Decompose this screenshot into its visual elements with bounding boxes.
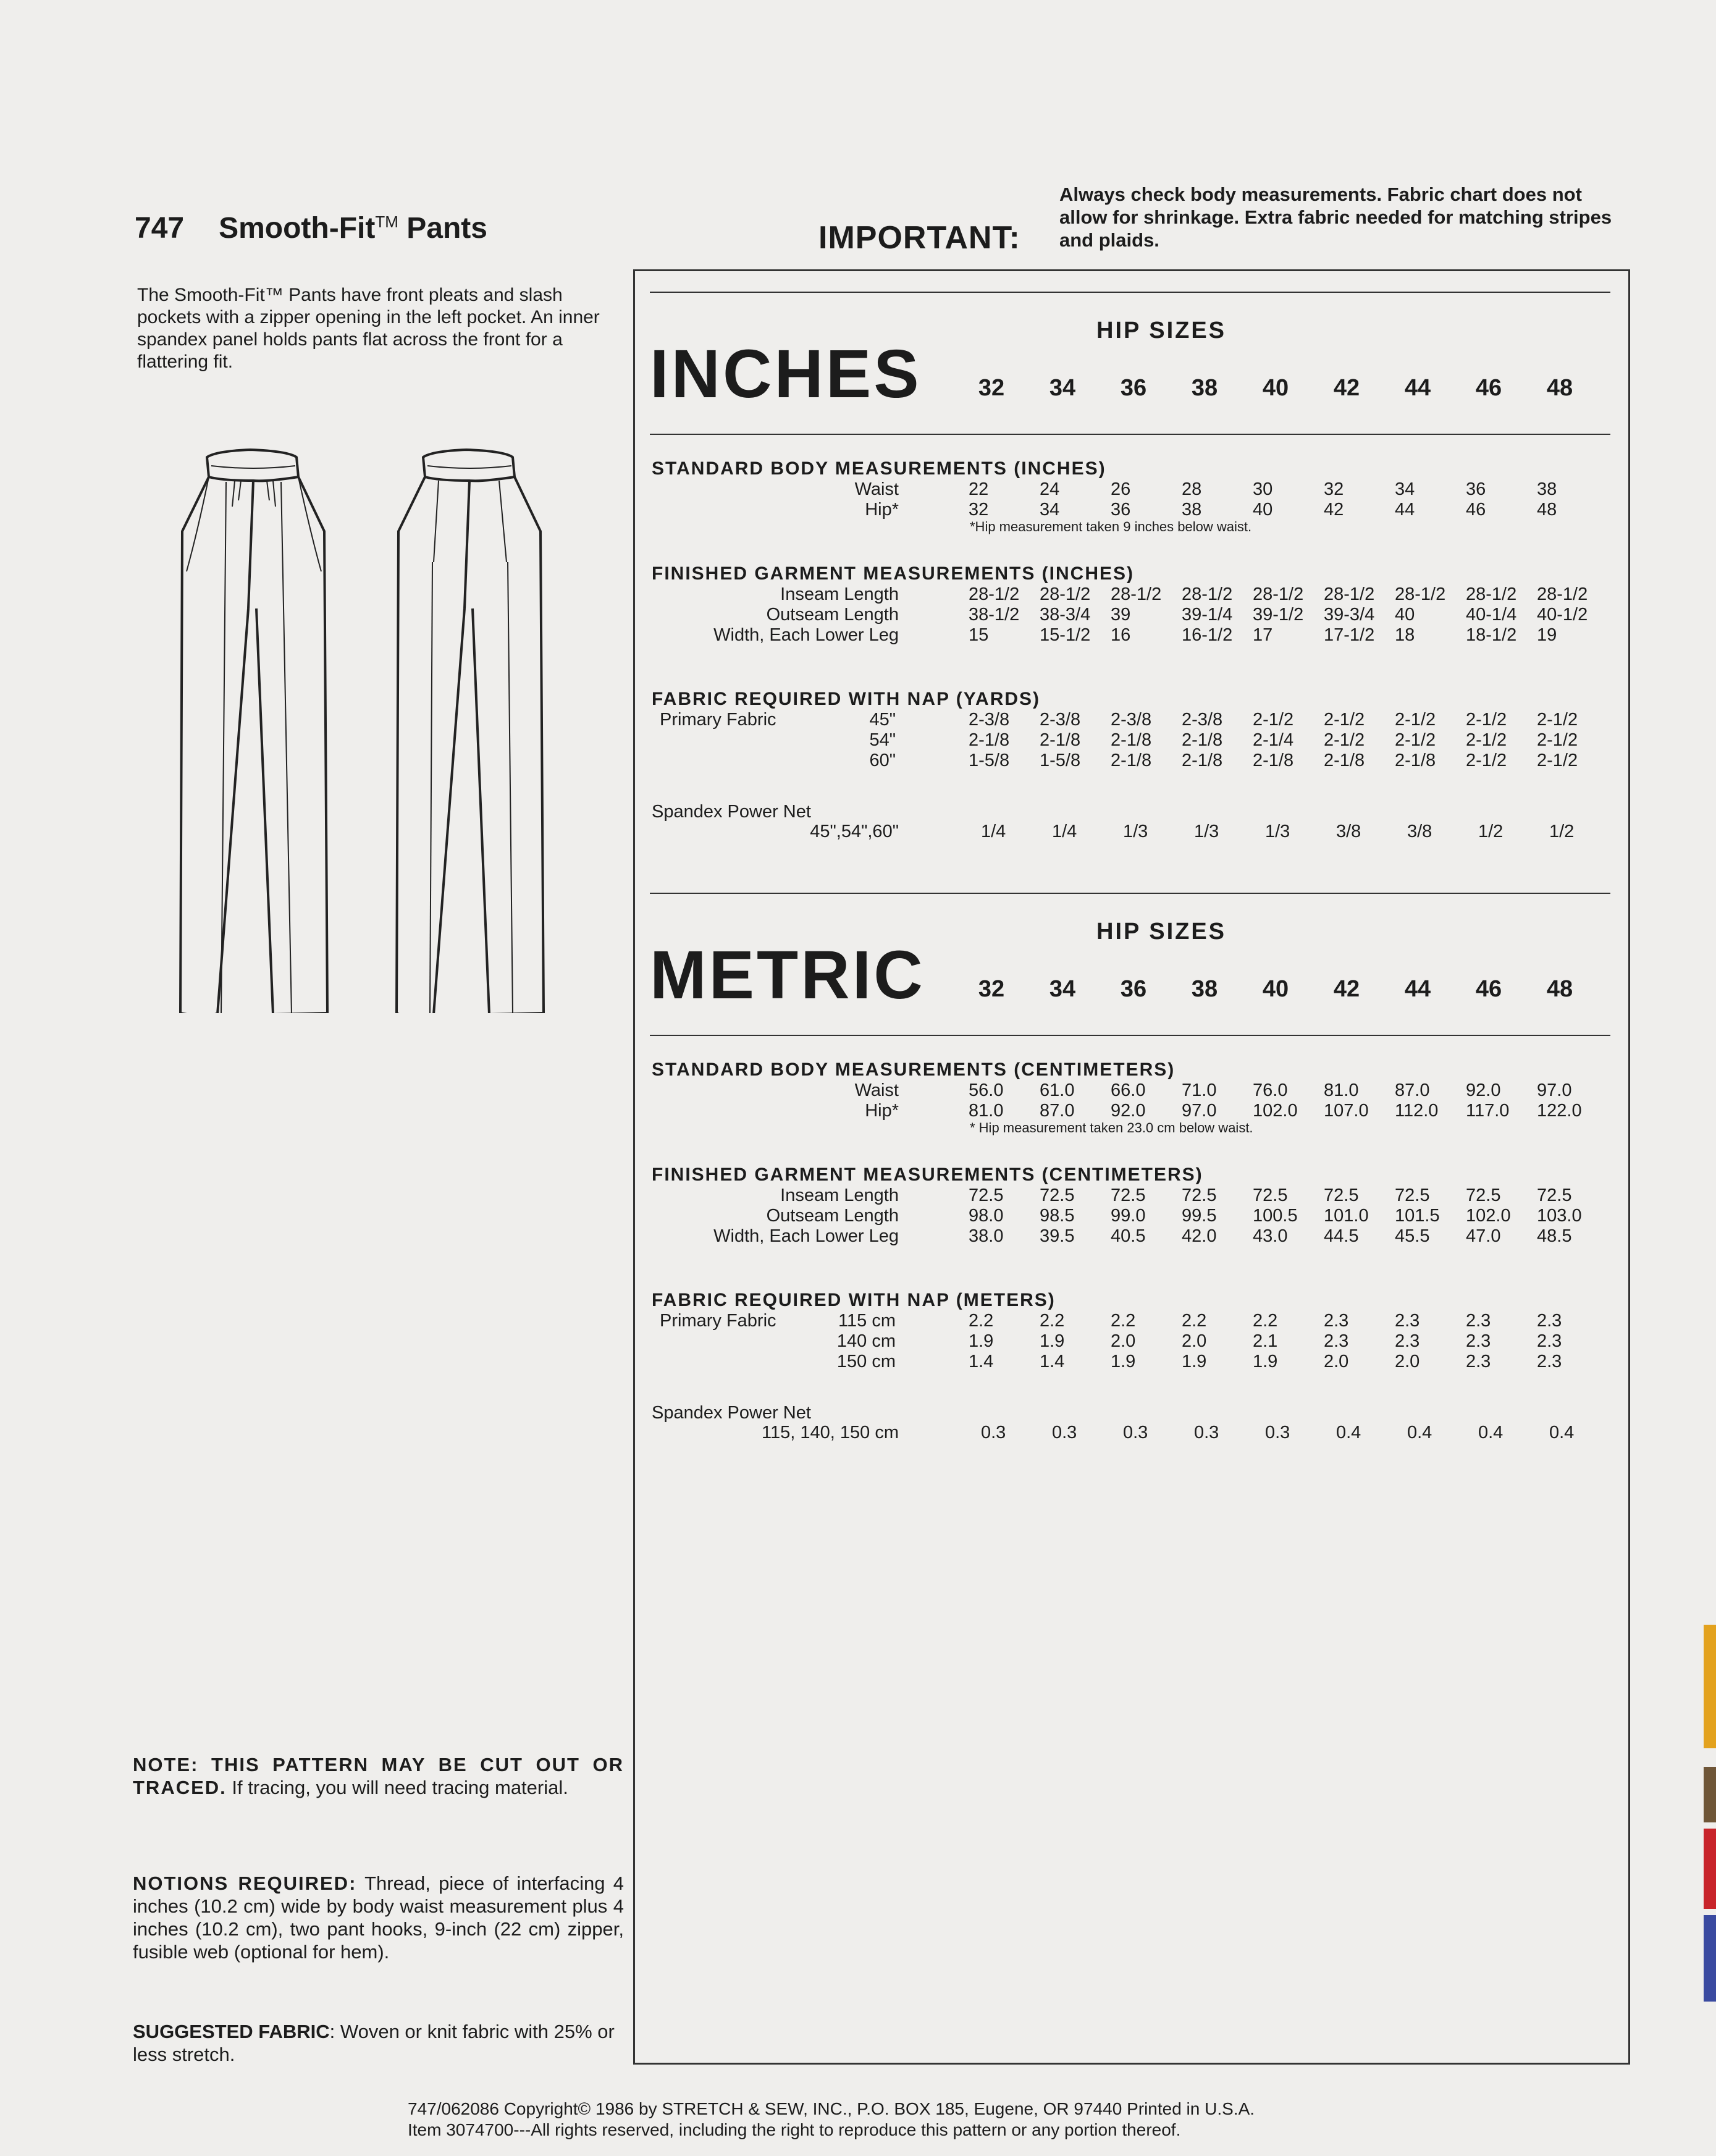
- metric-garment-value: 103.0: [1537, 1206, 1582, 1226]
- inches-garment-heading: FINISHED GARMENT MEASUREMENTS (INCHES): [652, 563, 1135, 584]
- metric-garment-value: 98.5: [1040, 1206, 1075, 1226]
- inches-garment-value: 28-1/2: [1395, 584, 1446, 604]
- inches-size-34: 34: [1049, 375, 1076, 401]
- metric-garment-value: 99.0: [1111, 1206, 1146, 1226]
- metric-fabric-value: 2.0: [1395, 1352, 1420, 1371]
- inches-fabric-value: 2-3/8: [1111, 710, 1152, 730]
- metric-fabric-value: 2.3: [1324, 1331, 1349, 1351]
- metric-body-value: 112.0: [1395, 1101, 1439, 1121]
- inches-size-48: 48: [1546, 375, 1573, 401]
- metric-garment-heading: FINISHED GARMENT MEASUREMENTS (CENTIMETERS): [652, 1164, 1203, 1185]
- inches-fabric-value: 2-3/8: [969, 710, 1010, 730]
- inches-body-value: 28: [1182, 479, 1202, 499]
- metric-body-value: 87.0: [1395, 1080, 1430, 1100]
- inches-spandex-label: Spandex Power Net: [652, 802, 811, 822]
- metric-garment-label: Outseam Length: [766, 1206, 899, 1226]
- metric-hip-sizes-label: HIP SIZES: [1096, 919, 1227, 945]
- metric-garment-label: Inseam Length: [780, 1185, 899, 1205]
- metric-fabric-value: 1.9: [969, 1331, 994, 1351]
- metric-fabric-value: 2.2: [1253, 1311, 1278, 1331]
- inches-fabric-value: 2-1/2: [1537, 730, 1578, 750]
- metric-body-note: * Hip measurement taken 23.0 cm below waist.: [970, 1120, 1253, 1135]
- inches-fabric-value: 2-1/2: [1324, 730, 1365, 750]
- metric-spandex-widths: 115, 140, 150 cm: [762, 1423, 899, 1442]
- inches-size-46: 46: [1475, 375, 1502, 401]
- inches-spandex-widths: 45",54",60": [810, 822, 899, 841]
- inches-fabric-width: 54": [869, 730, 896, 750]
- metric-fabric-value: 2.3: [1537, 1311, 1562, 1331]
- metric-garment-value: 72.5: [1395, 1185, 1430, 1205]
- metric-body-value: 56.0: [969, 1080, 1004, 1100]
- metric-fabric-value: 1.4: [1040, 1352, 1065, 1371]
- pattern-name-suffix: Pants: [398, 212, 487, 245]
- inches-body-value: 36: [1466, 479, 1486, 499]
- suggested-text: : Woven or knit fabric with 25% or less stretch.: [133, 2021, 615, 2065]
- inches-garment-value: 28-1/2: [1253, 584, 1304, 604]
- note-text: If tracing, you will need tracing material.: [226, 1777, 568, 1798]
- inches-garment-value: 39: [1111, 605, 1131, 625]
- metric-garment-value: 72.5: [1040, 1185, 1075, 1205]
- inches-fabric-value: 2-1/8: [1395, 751, 1436, 770]
- metric-spandex-label: Spandex Power Net: [652, 1403, 811, 1423]
- metric-spandex-value: 0.3: [1194, 1423, 1219, 1442]
- metric-fabric-width: 140 cm: [836, 1331, 896, 1351]
- metric-fabric-value: 2.0: [1111, 1331, 1136, 1351]
- inches-primary-label: Primary Fabric: [660, 710, 776, 730]
- inches-fabric-value: 2-1/2: [1466, 751, 1507, 770]
- metric-spandex-value: 0.4: [1549, 1423, 1575, 1442]
- inches-body-heading: STANDARD BODY MEASUREMENTS (INCHES): [652, 458, 1106, 479]
- metric-header-rule: [650, 1035, 1610, 1036]
- inches-body-value: 32: [969, 500, 989, 520]
- metric-body-value: 66.0: [1111, 1080, 1146, 1100]
- metric-size-38: 38: [1191, 976, 1218, 1002]
- inches-fabric-value: 2-1/8: [1182, 751, 1223, 770]
- metric-primary-label: Primary Fabric: [660, 1311, 776, 1331]
- metric-body-value: 92.0: [1466, 1080, 1501, 1100]
- metric-heading: METRIC: [650, 937, 925, 1013]
- inches-size-38: 38: [1191, 375, 1218, 401]
- inches-garment-value: 16: [1111, 625, 1131, 645]
- metric-fabric-value: 2.3: [1466, 1352, 1491, 1371]
- metric-body-value: 87.0: [1040, 1101, 1075, 1121]
- inches-spandex-value: 3/8: [1407, 822, 1432, 841]
- notions-text: Thread, piece of interfacing 4 inches (10.2 cm) wide by body waist measurement plus 4 inches (10.2 cm), two pant hooks, 9-inch (22 cm) zipper, fusible web (optional for hem).: [133, 1872, 624, 1963]
- metric-fabric-value: 1.9: [1040, 1331, 1065, 1351]
- inches-fabric-value: 2-1/2: [1537, 710, 1578, 730]
- inches-body-label: Waist: [854, 479, 899, 499]
- metric-fabric-value: 2.0: [1182, 1331, 1207, 1351]
- inches-body-value: 46: [1466, 500, 1486, 520]
- inches-garment-value: 28-1/2: [1324, 584, 1375, 604]
- inches-fabric-value: 2-3/8: [1040, 710, 1081, 730]
- inches-garment-value: 40-1/4: [1466, 605, 1517, 625]
- metric-fabric-heading: FABRIC REQUIRED WITH NAP (METERS): [652, 1290, 1056, 1310]
- inches-spandex-value: 1/4: [1052, 822, 1077, 841]
- pants-front-view-icon: [180, 450, 327, 1013]
- metric-size-42: 42: [1333, 976, 1360, 1002]
- inches-fabric-value: 2-1/8: [1040, 730, 1081, 750]
- inches-body-value: 36: [1111, 500, 1131, 520]
- metric-garment-value: 72.5: [1182, 1185, 1217, 1205]
- metric-body-value: 76.0: [1253, 1080, 1288, 1100]
- inches-fabric-value: 1-5/8: [1040, 751, 1081, 770]
- metric-size-40: 40: [1262, 976, 1289, 1002]
- metric-spandex-value: 0.4: [1336, 1423, 1361, 1442]
- metric-garment-value: 40.5: [1111, 1226, 1146, 1246]
- important-text: Always check body measurements. Fabric chart does not allow for shrinkage. Extra fabric needed for matching stripes and plaids.: [1059, 183, 1612, 251]
- inches-fabric-width: 60": [869, 751, 896, 770]
- inches-fabric-width: 45": [869, 710, 896, 730]
- inches-body-value: 44: [1395, 500, 1415, 520]
- notions-label: NOTIONS REQUIRED:: [133, 1872, 357, 1894]
- inches-size-40: 40: [1262, 375, 1289, 401]
- metric-fabric-value: 2.1: [1253, 1331, 1278, 1351]
- suggested-fabric-section: [133, 2020, 624, 2066]
- inches-garment-value: 19: [1537, 625, 1557, 645]
- inches-garment-value: 28-1/2: [1537, 584, 1588, 604]
- inches-garment-value: 28-1/2: [1466, 584, 1517, 604]
- metric-fabric-value: 1.9: [1182, 1352, 1207, 1371]
- inches-size-44: 44: [1404, 375, 1431, 401]
- pants-back-view-icon: [397, 450, 544, 1013]
- metric-garment-value: 44.5: [1324, 1226, 1359, 1246]
- inches-spandex-value: 1/2: [1478, 822, 1504, 841]
- inches-body-value: 32: [1324, 479, 1344, 499]
- inches-body-value: 38: [1182, 500, 1202, 520]
- note-section: [133, 1753, 624, 1799]
- inches-size-42: 42: [1333, 375, 1360, 401]
- metric-fabric-value: 2.3: [1537, 1331, 1562, 1351]
- notions-section: [133, 1872, 624, 1963]
- metric-garment-label: Width, Each Lower Leg: [713, 1226, 899, 1246]
- inches-body-value: 38: [1537, 479, 1557, 499]
- metric-fabric-value: 2.3: [1537, 1352, 1562, 1371]
- pants-illustration: [173, 439, 568, 1013]
- inches-fabric-value: 2-1/4: [1253, 730, 1294, 750]
- metric-garment-value: 72.5: [1537, 1185, 1572, 1205]
- inches-body-value: 24: [1040, 479, 1060, 499]
- metric-body-label: Hip*: [865, 1101, 899, 1121]
- metric-fabric-value: 2.3: [1466, 1331, 1491, 1351]
- inches-garment-label: Width, Each Lower Leg: [713, 625, 899, 645]
- inches-hip-sizes-label: HIP SIZES: [1096, 318, 1227, 343]
- metric-fabric-width: 115 cm: [838, 1311, 896, 1331]
- metric-body-value: 122.0: [1537, 1101, 1582, 1121]
- metric-garment-value: 101.5: [1395, 1206, 1440, 1226]
- metric-spandex-value: 0.3: [1123, 1423, 1148, 1442]
- inches-fabric-value: 2-1/8: [1324, 751, 1365, 770]
- metric-body-value: 71.0: [1182, 1080, 1217, 1100]
- inches-garment-value: 39-1/4: [1182, 605, 1233, 625]
- inches-spandex-value: 1/3: [1123, 822, 1148, 841]
- metric-size-48: 48: [1546, 976, 1573, 1002]
- inches-garment-value: 39-1/2: [1253, 605, 1304, 625]
- metric-fabric-width: 150 cm: [836, 1352, 896, 1371]
- metric-spandex-value: 0.4: [1407, 1423, 1432, 1442]
- metric-spandex-value: 0.4: [1478, 1423, 1504, 1442]
- inches-garment-value: 40-1/2: [1537, 605, 1588, 625]
- inches-garment-value: 15: [969, 625, 989, 645]
- inches-body-value: 34: [1040, 500, 1060, 520]
- metric-size-32: 32: [978, 976, 1005, 1002]
- metric-fabric-value: 1.4: [969, 1352, 994, 1371]
- inches-fabric-value: 2-1/2: [1395, 730, 1436, 750]
- metric-garment-value: 100.5: [1253, 1206, 1298, 1226]
- metric-spandex-value: 0.3: [1052, 1423, 1077, 1442]
- inches-garment-value: 28-1/2: [1182, 584, 1233, 604]
- inches-garment-value: 28-1/2: [1040, 584, 1091, 604]
- inches-body-value: 42: [1324, 500, 1344, 520]
- metric-garment-value: 43.0: [1253, 1226, 1288, 1246]
- metric-fabric-value: 1.9: [1253, 1352, 1278, 1371]
- metric-garment-value: 99.5: [1182, 1206, 1217, 1226]
- inches-body-label: Hip*: [865, 500, 899, 520]
- metric-body-heading: STANDARD BODY MEASUREMENTS (CENTIMETERS): [652, 1059, 1176, 1080]
- metric-body-value: 107.0: [1324, 1101, 1369, 1121]
- pattern-description: The Smooth-Fit™ Pants have front pleats and slash pockets with a zipper opening in the left pocket. An inner spandex panel holds pants flat across the front for a flattering fit.: [137, 285, 600, 372]
- metric-fabric-value: 2.3: [1395, 1311, 1420, 1331]
- trademark-mark: TM: [375, 213, 398, 231]
- inches-garment-value: 17: [1253, 625, 1273, 645]
- inches-fabric-value: 2-1/8: [1111, 751, 1152, 770]
- pattern-number: 747: [135, 212, 185, 245]
- inches-heading: INCHES: [650, 336, 922, 412]
- metric-body-value: 117.0: [1466, 1101, 1510, 1121]
- inches-spandex-value: 3/8: [1336, 822, 1361, 841]
- metric-garment-value: 45.5: [1395, 1226, 1430, 1246]
- metric-garment-value: 72.5: [1324, 1185, 1359, 1205]
- metric-garment-value: 72.5: [969, 1185, 1004, 1205]
- metric-garment-value: 72.5: [1111, 1185, 1146, 1205]
- metric-body-value: 97.0: [1182, 1101, 1217, 1121]
- inches-fabric-value: 2-1/2: [1395, 710, 1436, 730]
- inches-fabric-value: 2-1/2: [1537, 751, 1578, 770]
- inches-fabric-value: 2-1/2: [1324, 710, 1365, 730]
- rights-line: Item 3074700---All rights reserved, including the right to reproduce this pattern or any portion thereof.: [408, 2120, 1181, 2139]
- inches-body-value: 48: [1537, 500, 1557, 520]
- metric-garment-value: 48.5: [1537, 1226, 1572, 1246]
- metric-garment-value: 102.0: [1466, 1206, 1511, 1226]
- inches-size-36: 36: [1120, 375, 1147, 401]
- inches-spandex-value: 1/2: [1549, 822, 1575, 841]
- metric-fabric-value: 2.0: [1324, 1352, 1349, 1371]
- pattern-title: [135, 211, 487, 245]
- inches-fabric-value: 2-1/2: [1466, 730, 1507, 750]
- inches-garment-value: 39-3/4: [1324, 605, 1375, 625]
- color-tab: [1704, 1829, 1716, 1909]
- inches-top-rule: [650, 292, 1610, 293]
- metric-fabric-value: 1.9: [1111, 1352, 1136, 1371]
- inches-spandex-value: 1/3: [1194, 822, 1219, 841]
- inches-body-note: *Hip measurement taken 9 inches below waist.: [970, 519, 1252, 534]
- inches-fabric-value: 2-3/8: [1182, 710, 1223, 730]
- inches-garment-value: 16-1/2: [1182, 625, 1233, 645]
- copyright-line: 747/062086 Copyright© 1986 by STRETCH & SEW, INC., P.O. BOX 185, Eugene, OR 97440 Printed in U.S.A.: [408, 2099, 1255, 2118]
- metric-size-44: 44: [1404, 976, 1431, 1002]
- inches-fabric-heading: FABRIC REQUIRED WITH NAP (YARDS): [652, 689, 1041, 709]
- metric-top-rule: [650, 893, 1610, 894]
- metric-body-label: Waist: [854, 1080, 899, 1100]
- inches-garment-value: 38-3/4: [1040, 605, 1091, 625]
- inches-size-32: 32: [978, 375, 1005, 401]
- inches-fabric-value: 2-1/8: [1182, 730, 1223, 750]
- metric-garment-value: 101.0: [1324, 1206, 1369, 1226]
- metric-size-46: 46: [1475, 976, 1502, 1002]
- color-tab: [1704, 1625, 1716, 1748]
- note-label: NOTE: THIS PATTERN MAY BE CUT OUT OR TRACED.: [133, 1754, 624, 1798]
- metric-body-value: 92.0: [1111, 1101, 1146, 1121]
- metric-fabric-value: 2.3: [1324, 1311, 1349, 1331]
- inches-garment-value: 38-1/2: [969, 605, 1020, 625]
- color-tab: [1704, 1767, 1716, 1822]
- metric-fabric-value: 2.3: [1466, 1311, 1491, 1331]
- inches-garment-value: 40: [1395, 605, 1415, 625]
- metric-size-34: 34: [1049, 976, 1076, 1002]
- metric-fabric-value: 2.2: [969, 1311, 994, 1331]
- metric-garment-value: 38.0: [969, 1226, 1004, 1246]
- pattern-name: Smooth-Fit: [219, 212, 376, 245]
- metric-body-value: 61.0: [1040, 1080, 1075, 1100]
- inches-body-value: 26: [1111, 479, 1131, 499]
- inches-fabric-value: 2-1/2: [1253, 710, 1294, 730]
- metric-garment-value: 42.0: [1182, 1226, 1217, 1246]
- inches-fabric-value: 2-1/2: [1466, 710, 1507, 730]
- metric-spandex-value: 0.3: [981, 1423, 1006, 1442]
- inches-spandex-value: 1/4: [981, 822, 1006, 841]
- metric-fabric-value: 2.2: [1040, 1311, 1065, 1331]
- metric-spandex-value: 0.3: [1265, 1423, 1290, 1442]
- inches-garment-value: 17-1/2: [1324, 625, 1375, 645]
- inches-garment-label: Outseam Length: [766, 605, 899, 625]
- metric-garment-value: 72.5: [1466, 1185, 1501, 1205]
- inches-fabric-value: 2-1/8: [1253, 751, 1294, 770]
- inches-body-value: 40: [1253, 500, 1273, 520]
- inches-garment-value: 18-1/2: [1466, 625, 1517, 645]
- inches-spandex-value: 1/3: [1265, 822, 1290, 841]
- inches-garment-label: Inseam Length: [780, 584, 899, 604]
- inches-garment-value: 28-1/2: [969, 584, 1020, 604]
- metric-garment-value: 72.5: [1253, 1185, 1288, 1205]
- metric-fabric-value: 2.2: [1111, 1311, 1136, 1331]
- inches-fabric-value: 1-5/8: [969, 751, 1010, 770]
- color-tab: [1704, 1915, 1716, 2002]
- metric-garment-value: 47.0: [1466, 1226, 1501, 1246]
- metric-body-value: 97.0: [1537, 1080, 1572, 1100]
- metric-fabric-value: 2.2: [1182, 1311, 1207, 1331]
- inches-garment-value: 18: [1395, 625, 1415, 645]
- metric-fabric-value: 2.3: [1395, 1331, 1420, 1351]
- inches-garment-value: 28-1/2: [1111, 584, 1162, 604]
- inches-garment-value: 15-1/2: [1040, 625, 1091, 645]
- inches-fabric-value: 2-1/8: [969, 730, 1010, 750]
- suggested-label: SUGGESTED FABRIC: [133, 2021, 330, 2042]
- metric-size-36: 36: [1120, 976, 1147, 1002]
- metric-garment-value: 39.5: [1040, 1226, 1075, 1246]
- metric-body-value: 102.0: [1253, 1101, 1298, 1121]
- inches-body-value: 22: [969, 479, 989, 499]
- inches-body-value: 30: [1253, 479, 1273, 499]
- important-label: IMPORTANT:: [818, 220, 1020, 256]
- metric-body-value: 81.0: [1324, 1080, 1359, 1100]
- inches-header-rule: [650, 434, 1610, 435]
- inches-body-value: 34: [1395, 479, 1415, 499]
- metric-body-value: 81.0: [969, 1101, 1004, 1121]
- inches-fabric-value: 2-1/8: [1111, 730, 1152, 750]
- metric-garment-value: 98.0: [969, 1206, 1004, 1226]
